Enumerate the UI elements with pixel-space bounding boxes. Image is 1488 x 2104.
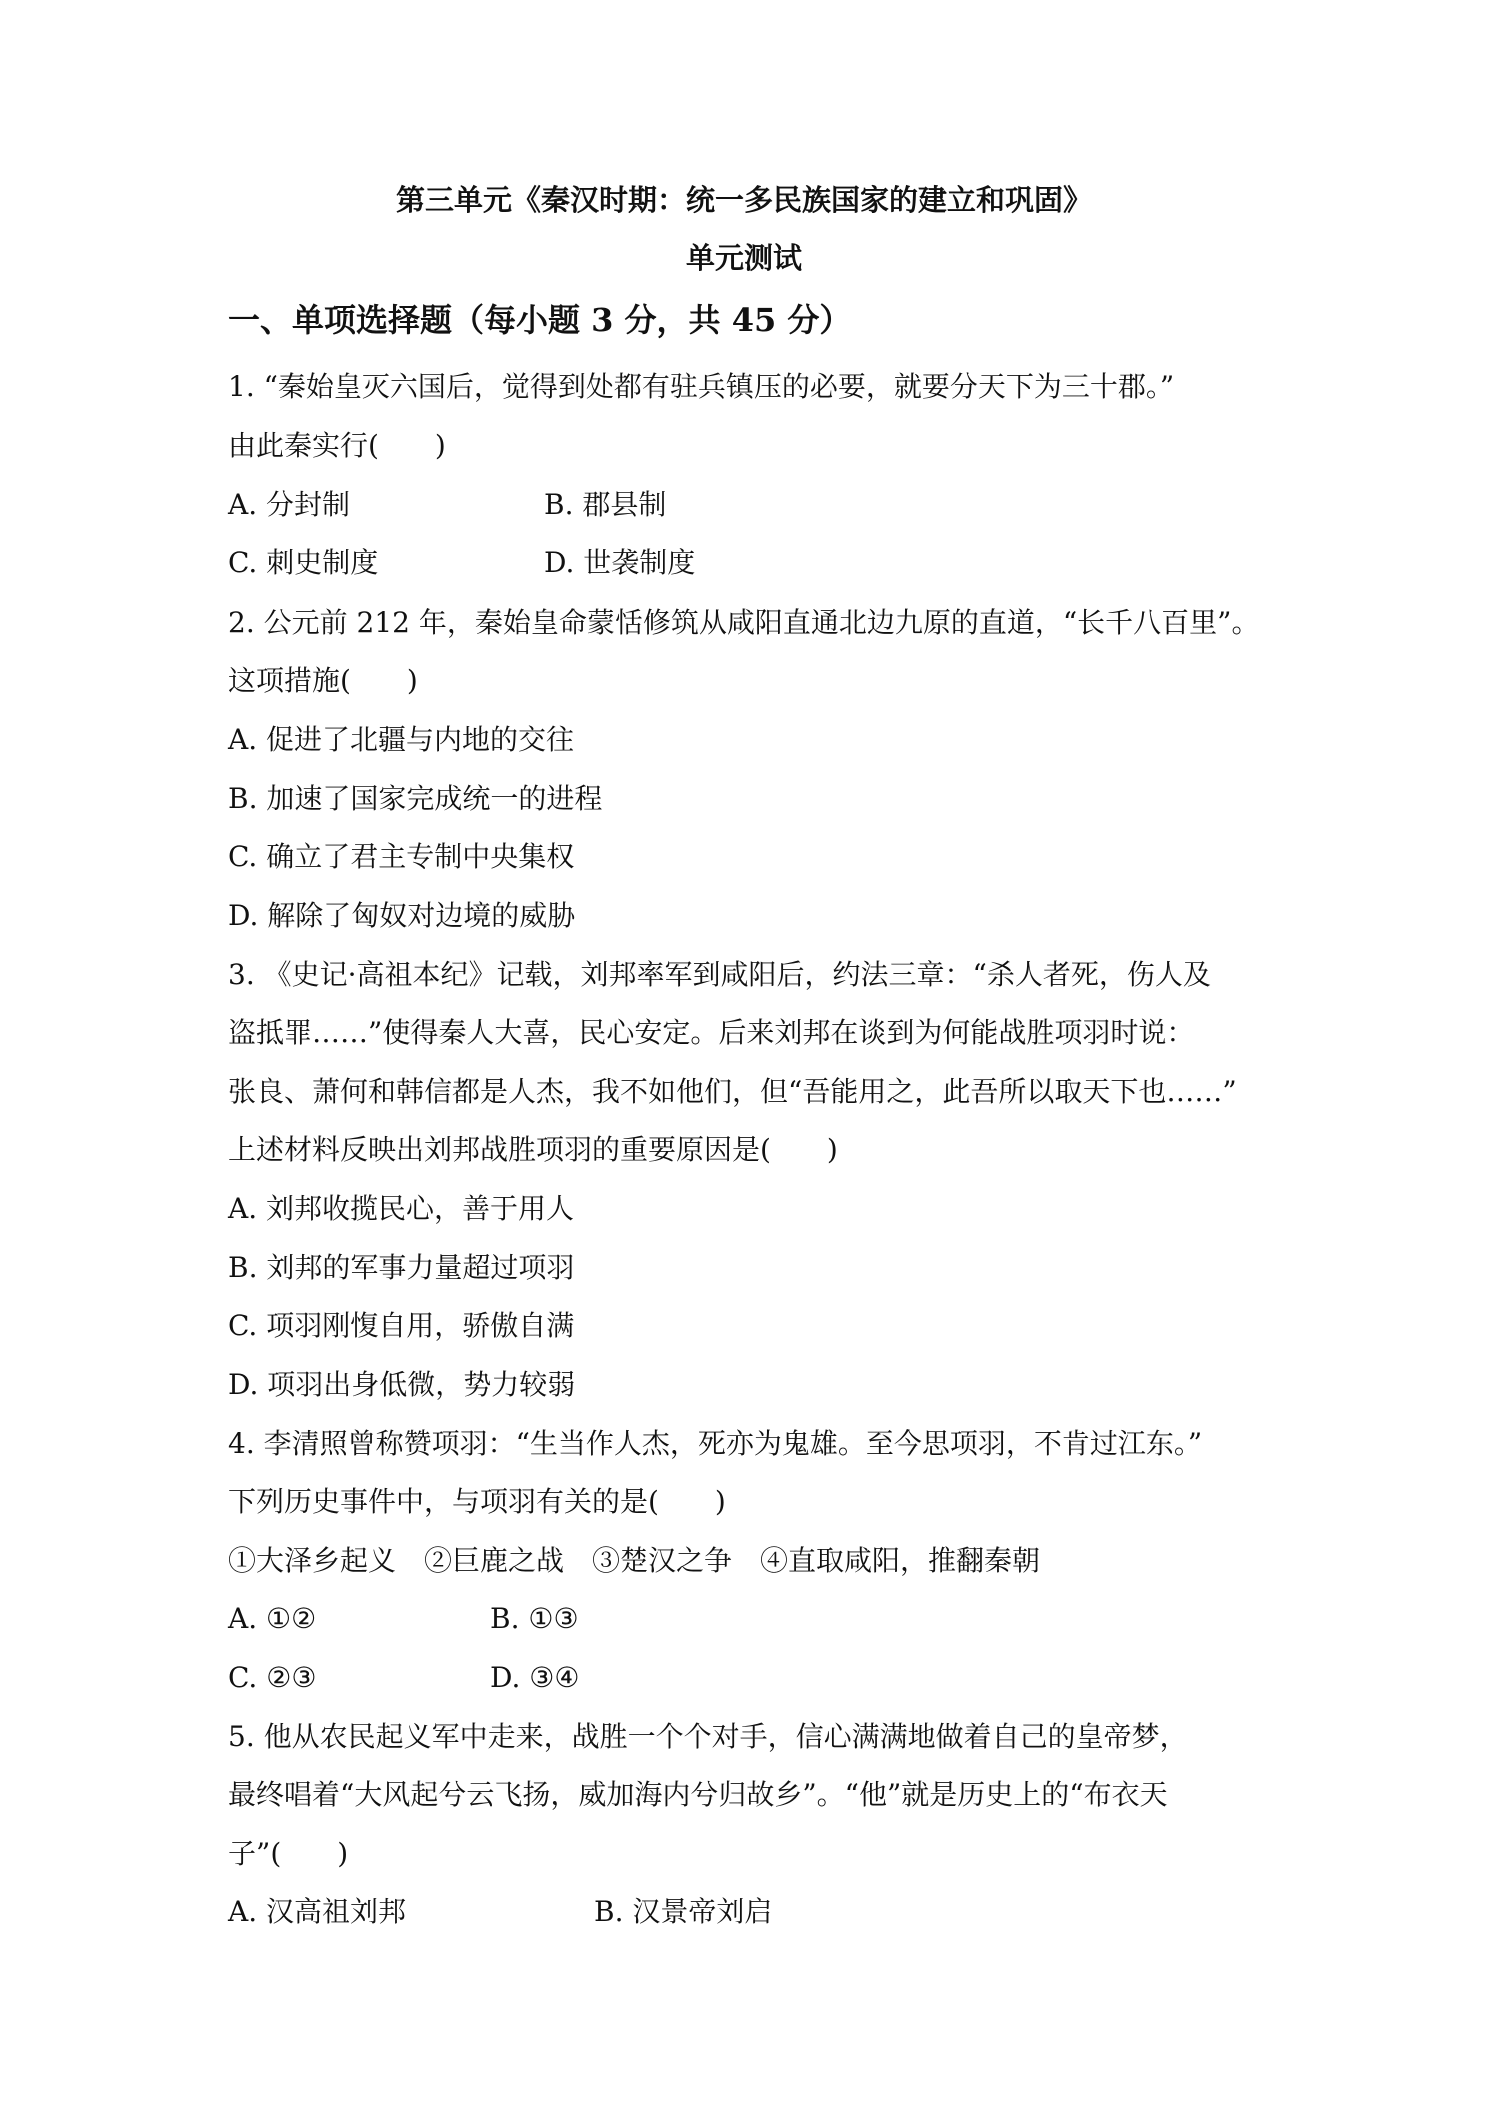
question-2-option-c: C. 确立了君主专制中央集权 (228, 840, 575, 873)
question-3-line-1: 3. 《史记·高祖本纪》记载，刘邦率军到咸阳后，约法三章：“杀人者死，伤人及 (228, 958, 1211, 991)
question-5-option-b: B. 汉景帝刘启 (594, 1895, 773, 1928)
question-1-option-c: C. 刺史制度 (228, 546, 379, 579)
question-5-line-1: 5. 他从农民起义军中走来，战胜一个个对手，信心满满地做着自己的皇帝梦， (228, 1720, 1188, 1753)
question-1-line-2: 由此秦实行( ) (228, 429, 446, 462)
section-heading: 一、单项选择题（每小题 3 分，共 45 分） (228, 301, 852, 339)
question-3-line-2: 盗抵罪……”使得秦人大喜，民心安定。后来刘邦在谈到为何能战胜项羽时说： (228, 1016, 1195, 1049)
question-3-option-a: A. 刘邦收揽民心，善于用人 (228, 1192, 575, 1225)
question-2-line-2: 这项措施( ) (228, 664, 418, 697)
question-1-option-a: A. 分封制 (228, 488, 351, 521)
question-3-line-4: 上述材料反映出刘邦战胜项羽的重要原因是( ) (228, 1133, 838, 1166)
question-5-line-2: 最终唱着“大风起兮云飞扬，威加海内兮归故乡”。“他”就是历史上的“布衣天 (228, 1778, 1168, 1811)
question-4-line-3: ①大泽乡起义 ②巨鹿之战 ③楚汉之争 ④直取咸阳，推翻秦朝 (228, 1544, 1041, 1577)
question-3-option-c: C. 项羽刚愎自用，骄傲自满 (228, 1309, 575, 1342)
question-2-option-a: A. 促进了北疆与内地的交往 (228, 723, 575, 756)
question-4-option-a: A. ①② (228, 1602, 317, 1635)
document-subtitle: 单元测试 (685, 241, 802, 275)
question-5-line-3: 子”( ) (228, 1837, 349, 1870)
question-1-line-1: 1. “秦始皇灭六国后，觉得到处都有驻兵镇压的必要，就要分天下为三十郡。” (228, 370, 1175, 403)
question-1-option-b: B. 郡县制 (544, 488, 667, 521)
question-3-option-d: D. 项羽出身低微，势力较弱 (228, 1368, 576, 1401)
question-3-line-3: 张良、萧何和韩信都是人杰，我不如他们，但“吾能用之，此吾所以取天下也……” (228, 1075, 1237, 1108)
question-1-option-d: D. 世袭制度 (544, 546, 696, 579)
question-4-line-2: 下列历史事件中，与项羽有关的是( ) (228, 1485, 726, 1518)
question-5-option-a: A. 汉高祖刘邦 (228, 1895, 407, 1928)
question-2-line-1: 2. 公元前 212 年，秦始皇命蒙恬修筑从咸阳直通北边九原的直道，“长千八百里”。 (228, 606, 1260, 639)
question-4-option-c: C. ②③ (228, 1661, 317, 1694)
question-2-option-b: B. 加速了国家完成统一的进程 (228, 782, 603, 815)
question-2-option-d: D. 解除了匈奴对边境的威胁 (228, 899, 576, 932)
question-4-line-1: 4. 李清照曾称赞项羽：“生当作人杰，死亦为鬼雄。至今思项羽，不肯过江东。” (228, 1427, 1203, 1460)
document-title: 第三单元《秦汉时期：统一多民族国家的建立和巩固》 (395, 183, 1092, 217)
question-4-option-d: D. ③④ (490, 1661, 580, 1694)
question-4-option-b: B. ①③ (490, 1602, 579, 1635)
question-3-option-b: B. 刘邦的军事力量超过项羽 (228, 1251, 575, 1284)
